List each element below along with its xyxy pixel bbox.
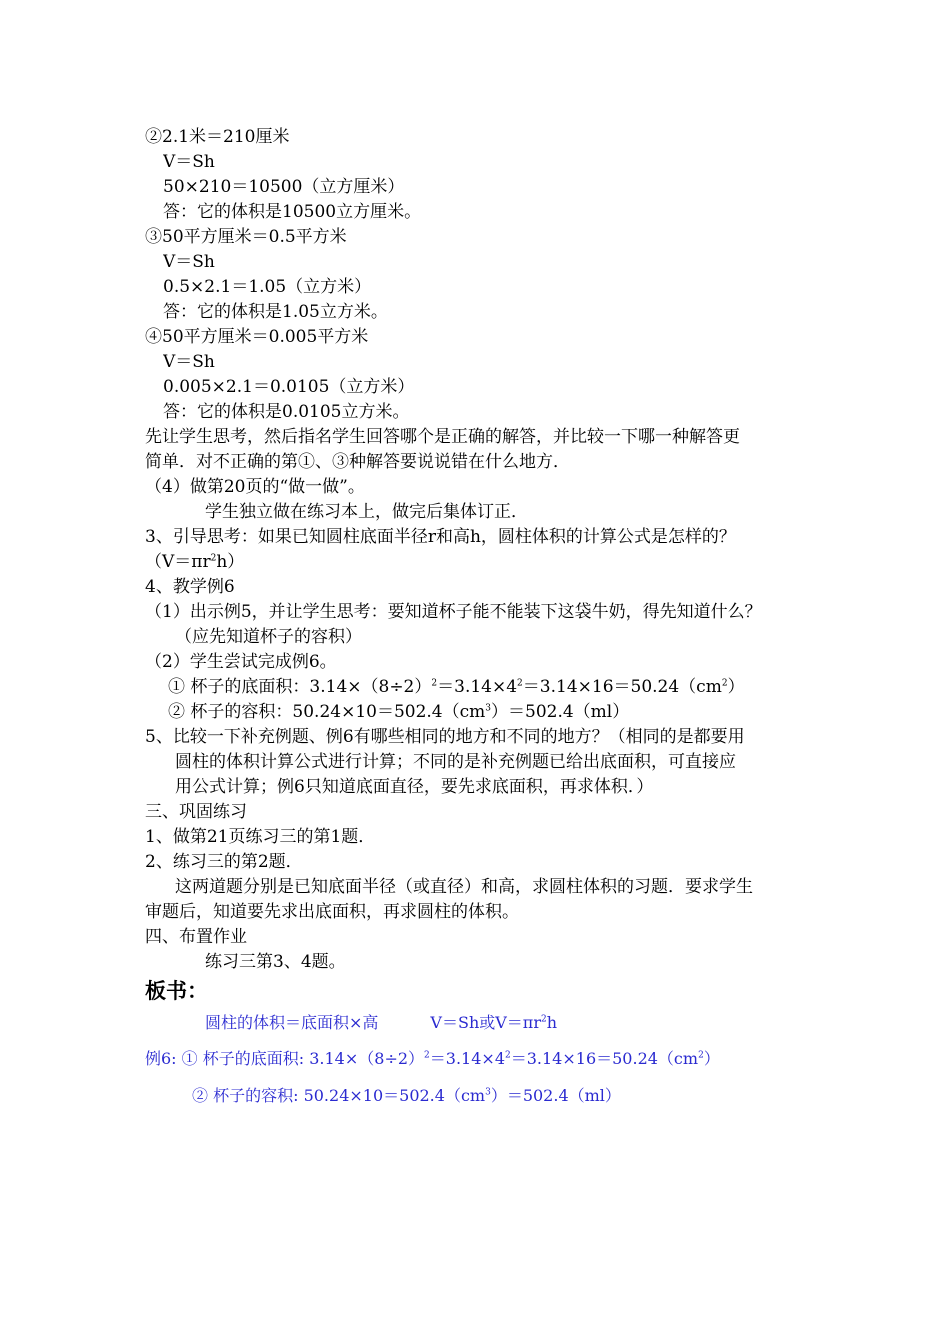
text-line: 先让学生思考，然后指名学生回答哪个是正确的解答，并比较一下哪一种解答更	[145, 427, 740, 447]
text-line: （应先知道杯子的容积）	[175, 627, 362, 647]
text-line: 4、教学例6	[145, 577, 235, 597]
text-line: 0.5×2.1＝1.05（立方米）	[163, 277, 372, 297]
text-line: ③50平方厘米＝0.5平方米	[145, 227, 347, 247]
text-line: （1）出示例5，并让学生思考：要知道杯子能不能装下这袋牛奶，得先知道什么？	[145, 602, 762, 622]
text-line: ②2.1米＝210厘米	[145, 127, 290, 147]
section-heading: 三、巩固练习	[145, 802, 247, 822]
text-line: V＝Sh	[163, 252, 215, 272]
text-line: 学生独立做在练习本上，做完后集体订正．	[205, 502, 528, 522]
text-line: 50×210＝10500（立方厘米）	[163, 177, 405, 197]
text-line: 简单．对不正确的第①、③种解答要说说错在什么地方．	[145, 452, 570, 472]
board-example-line-2: ② 杯子的容积: $50.24\times 10=502.4(cm^3)=502.4(ml)$	[192, 1086, 621, 1105]
board-example-line-1: 例6: ① 杯子的底面积: $3.14\times(8\div 2)^2=3.14\times 4^2=3.14\times 16=50.24(cm^2)$	[145, 1049, 720, 1068]
board-formula-line: 圆柱的体积＝底面积×高 V＝Sh或$V=\pi r^2h$	[205, 1013, 558, 1032]
formula-line: ② 杯子的容积：$50.24\times 10=502.4(cm^3)=502.4(ml)$	[168, 702, 630, 722]
text-line: 答：它的体积是0.0105立方米。	[163, 402, 410, 422]
text-line: 3、引导思考：如果已知圆柱底面半径r和高h，圆柱体积的计算公式是怎样的？	[145, 527, 736, 547]
text-line: V＝Sh	[163, 352, 215, 372]
text-line: 5、比较一下补充例题、例6有哪些相同的地方和不同的地方？（相同的是都要用	[145, 727, 745, 747]
text-line: V＝Sh	[163, 152, 215, 172]
formula-line: $(V=\pi r^2h)$	[145, 552, 245, 572]
text-line: 这两道题分别是已知底面半径（或直径）和高，求圆柱体积的习题．要求学生	[175, 877, 753, 897]
text-line: 2、练习三的第2题．	[145, 852, 303, 872]
text-line: 答：它的体积是1.05立方米。	[163, 302, 388, 322]
formula-line: ① 杯子的底面积：$3.14\times(8\div 2)^2=3.14\times 4^2=3.14\times 16=50.24(cm^2)$	[168, 677, 745, 697]
section-heading: 四、布置作业	[145, 927, 247, 947]
text-line: 审题后，知道要先求出底面积，再求圆柱的体积。	[145, 902, 519, 922]
text-line: （2）学生尝试完成例6。	[145, 652, 337, 672]
board-title: 板书：	[145, 978, 208, 1003]
text-line: 答：它的体积是10500立方厘米。	[163, 202, 422, 222]
text-line: 练习三第3、4题。	[205, 952, 346, 972]
text-line: （4）做第20页的“做一做”。	[145, 477, 365, 497]
text-line: 1、做第21页练习三的第1题．	[145, 827, 376, 847]
text-line: 圆柱的体积计算公式进行计算；不同的是补充例题已给出底面积，可直接应	[175, 752, 736, 772]
text-line: 用公式计算；例6只知道底面直径，要先求底面积，再求体积．）	[175, 777, 654, 797]
text-line: ④50平方厘米＝0.005平方米	[145, 327, 369, 347]
text-line: 0.005×2.1＝0.0105（立方米）	[163, 377, 415, 397]
